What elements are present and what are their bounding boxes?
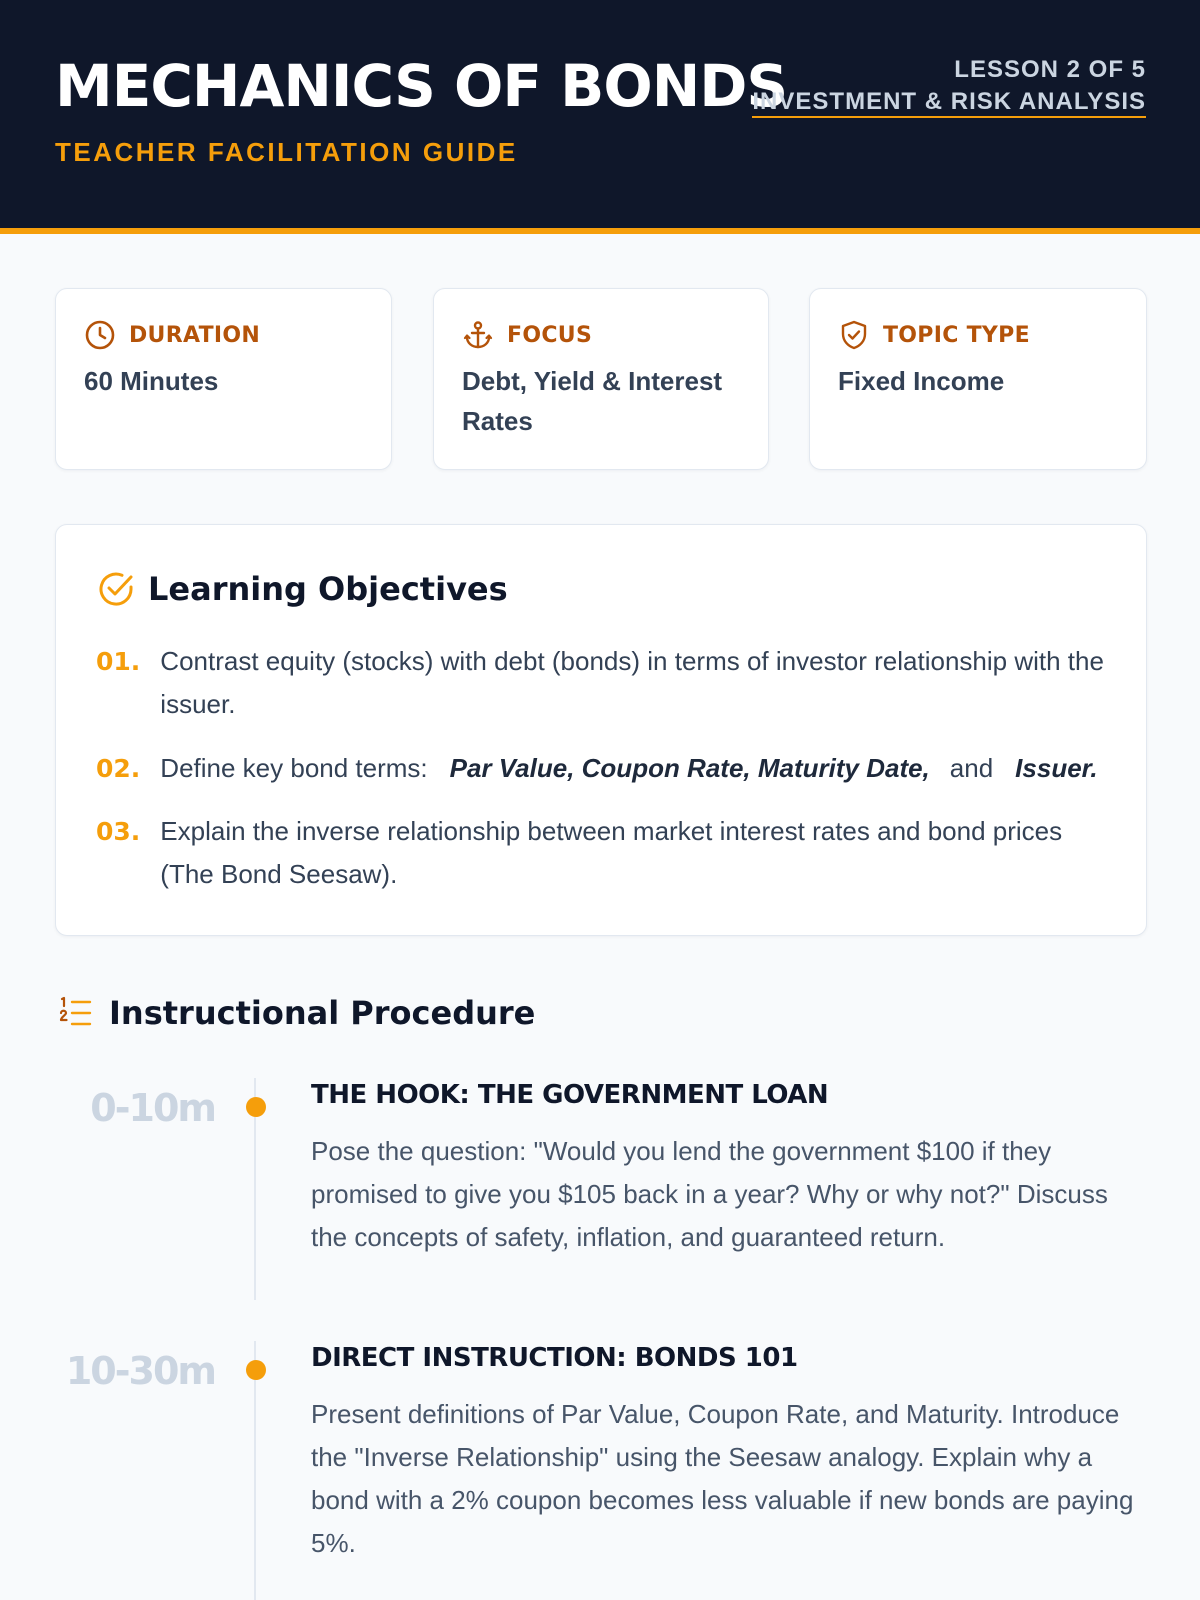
topic-type-card [809,288,1147,470]
learning-objectives-panel [55,524,1147,936]
step-title: THE HOOK: THE GOVERNMENT LOAN [311,1080,829,1110]
focus-label: FOCUS [507,322,593,348]
objective-item [96,640,1116,726]
step-title: DIRECT INSTRUCTION: BONDS 101 [311,1343,798,1373]
topic-type-card-header [838,319,1030,351]
focus-card [433,288,769,470]
step-description: Present definitions of Par Value, Coupon Rate, and Maturity. Introduce the "Inverse Relationship" using the Seesaw analogy. Explain why a bond with a 2% coupon becomes less valuable if new bonds are paying 5%. [311,1399,1134,1558]
objective-text: Explain the inverse relationship between market interest rates and bond prices (The Bond Seesaw). [160,816,1063,889]
timeline-dot [246,1097,266,1117]
lesson-indicator: LESSON 2 OF 5 [954,56,1146,83]
step-time: 10-30m [65,1349,215,1393]
objectives-header [96,569,508,609]
procedure-title: Instructional Procedure [109,994,536,1032]
duration-card-header [84,319,260,351]
objective-number: 01. [96,647,141,676]
focus-value: Debt, Yield & Interest Rates [462,366,723,436]
focus-card-header [462,319,592,351]
duration-value: 60 Minutes [84,366,219,396]
shield-check-icon [838,319,870,351]
timeline-dot [246,1360,266,1380]
step-description: Pose the question: "Would you lend the government $100 if they promised to give you $105 back in a year? Why or why not?" Discuss the concepts of safety, inflation, and guaranteed return. [311,1136,1108,1252]
objective-number: 03. [96,817,141,846]
anchor-icon [462,319,494,351]
clock-icon [84,319,116,351]
objective-conjunction: and [949,753,994,783]
duration-card [55,288,392,470]
page-subtitle: TEACHER FACILITATION GUIDE [55,137,518,167]
procedure-header [57,994,535,1032]
objective-text: Contrast equity (stocks) with debt (bonds) in terms of investor relationship with the issuer. [160,646,1104,719]
duration-label: DURATION [129,322,261,348]
course-link[interactable]: INVESTMENT & RISK ANALYSIS [752,88,1146,118]
step-time: 0-10m [90,1086,215,1130]
topic-type-label: TOPIC TYPE [883,322,1030,348]
objective-number: 02. [96,754,141,783]
topic-type-value: Fixed Income [838,366,1005,396]
objective-key-terms: Par Value, Coupon Rate, Maturity Date, [449,753,930,783]
objective-last-term: Issuer. [1015,753,1098,783]
check-circle-icon [96,569,136,609]
objective-text-wrapper [160,747,1116,790]
objectives-title: Learning Objectives [148,570,508,608]
objective-item [96,747,1116,790]
page-title: MECHANICS OF BONDS [55,52,788,120]
objective-item [96,810,1116,896]
page-header [0,0,1200,234]
numbered-list-icon [57,995,93,1031]
objective-text: Define key bond terms: [160,753,428,783]
